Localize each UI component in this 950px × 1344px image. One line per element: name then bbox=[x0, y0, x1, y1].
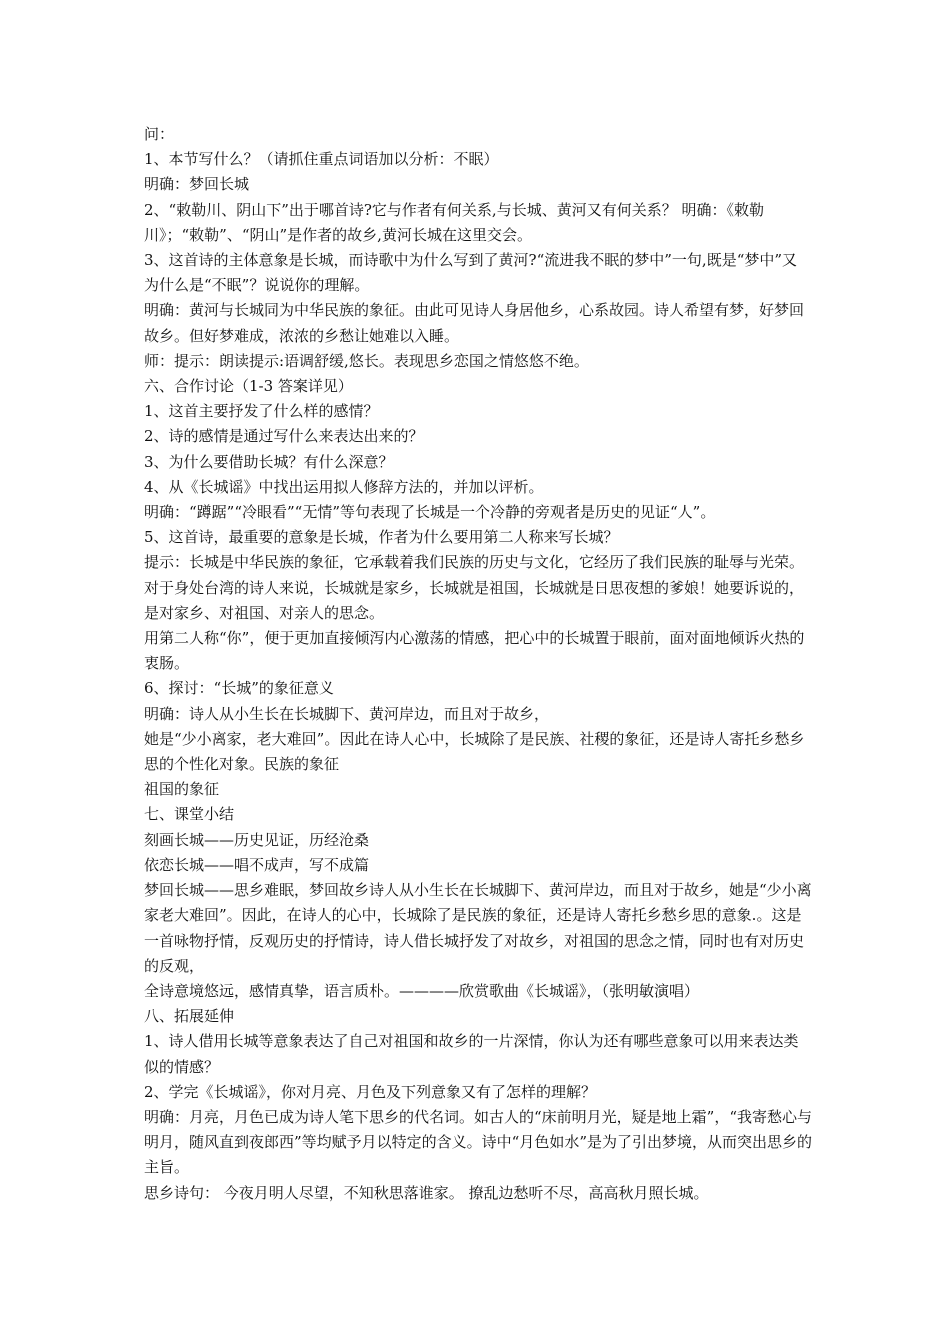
extension-2: 2、学完《长城谣》，你对月亮、月色及下列意象又有了怎样的理解？ bbox=[144, 1082, 597, 1101]
discussion-4: 4、从《长城谣》中找出运用拟人修辞方法的，并加以评析。 bbox=[144, 477, 544, 496]
summary-line-4: 全诗意境悠远，感情真挚，语言质朴。————欣赏歌曲《长城谣》，（张明敏演唱） bbox=[144, 981, 700, 1000]
document-body bbox=[144, 122, 812, 1206]
question-3: 3、这首诗的主体意象是长城，而诗歌中为什么写到了黄河?“流进我不眠的梦中”一句,既是“梦中”又为什么是“不眠”？说说你的理解。 bbox=[144, 251, 798, 295]
discussion-2: 2、诗的感情是通过写什么来表达出来的？ bbox=[144, 427, 424, 446]
section-7-heading: 七、课堂小结 bbox=[144, 805, 235, 824]
section-8-heading: 八、拓展延伸 bbox=[144, 1007, 235, 1026]
discussion-1: 1、这首主要抒发了什么样的感情？ bbox=[144, 402, 379, 421]
discussion-6-answer: 明确：诗人从小生长在长城脚下、黄河岸边，而且对于故乡， bbox=[144, 704, 550, 723]
question-heading: 问： bbox=[144, 125, 175, 143]
answer-1: 明确：梦回长城 bbox=[144, 175, 250, 194]
symbol-of-country: 祖国的象征 bbox=[144, 780, 220, 799]
discussion-6: 6、探讨：“长城”的象征意义 bbox=[144, 679, 334, 698]
second-person-note: 用第二人称“你”，便于更加直接倾泻内心激荡的情感，把心中的长城置于眼前，面对面地倾诉火热的衷肠。 bbox=[144, 629, 805, 673]
question-2: 2、“敕勒川、阴山下”出于哪首诗?它与作者有何关系,与长城、黄河又有何关系？ 明确：《敕勒川》；“敕勒”、“阴山”是作者的故乡,黄河长城在这里交会。 bbox=[144, 200, 764, 244]
answer-3: 明确：黄河与长城同为中华民族的象征。由此可见诗人身居他乡，心系故园。诗人希望有梦，好梦回故乡。但好梦难成，浓浓的乡愁让她难以入睡。 bbox=[144, 301, 805, 345]
teacher-hint: 师：提示：朗读提示:语调舒缓,悠长。表现思乡恋国之情悠悠不绝。 bbox=[144, 351, 589, 370]
section-6-heading: 六、合作讨论（1-3 答案详见） bbox=[144, 377, 353, 396]
discussion-3: 3、为什么要借助长城？有什么深意？ bbox=[144, 452, 394, 471]
extension-1: 1、诗人借用长城等意象表达了自己对祖国和故乡的一片深情，你认为还有哪些意象可以用来表达类似的情感？ bbox=[144, 1032, 799, 1076]
discussion-6-answer-cont: 她是“少小离家，老大难回”。因此在诗人心中，长城除了是民族、社稷的象征，还是诗人寄托乡愁乡思的个性化对象。民族的象征 bbox=[144, 729, 805, 774]
discussion-5-hint: 提示：长城是中华民族的象征，它承载着我们民族的历史与文化，它经历了我们民族的耻辱与光荣。对于身处台湾的诗人来说，长城就是家乡，长城就是祖国，长城就是日思夜想的爹娘！她要诉说的，是对家乡、对祖国、对亲人的思念。 bbox=[144, 553, 805, 622]
summary-line-1: 刻画长城——历史见证，历经沧桑 bbox=[144, 830, 370, 849]
discussion-4-answer: 明确：“蹲踞”“冷眼看”“无情”等句表现了长城是一个冷静的旁观者是历史的见证“人”。 bbox=[144, 503, 716, 522]
summary-line-3: 梦回长城——思乡难眠，梦回故乡诗人从小生长在长城脚下、黄河岸边，而且对于故乡，她是“少小离家老大难回”。因此，在诗人的心中，长城除了是民族的象征，还是诗人寄托乡愁乡思的意象.。这是一首咏物抒情，反观历史的抒情诗，诗人借长城抒发了对故乡，对祖国的思念之情，同时也有对历史的反观， bbox=[144, 881, 812, 975]
homesick-verses: 思乡诗句： 今夜月明人尽望，不知秋思落谁家。 撩乱边愁听不尽，高高秋月照长城。 bbox=[144, 1183, 709, 1202]
discussion-5: 5、这首诗，最重要的意象是长城，作者为什么要用第二人称来写长城？ bbox=[144, 528, 619, 547]
extension-2-answer: 明确：月亮，月色已成为诗人笔下思乡的代名词。如古人的“床前明月光，疑是地上霜”，“我寄愁心与明月，随风直到夜郎西”等均赋予月以特定的含义。诗中“月色如水”是为了引出梦境，从而突出思乡的主旨。 bbox=[144, 1107, 813, 1177]
summary-line-2: 依恋长城——唱不成声，写不成篇 bbox=[144, 855, 370, 874]
question-1: 1、本节写什么？（请抓住重点词语加以分析：不眠） bbox=[144, 150, 499, 169]
